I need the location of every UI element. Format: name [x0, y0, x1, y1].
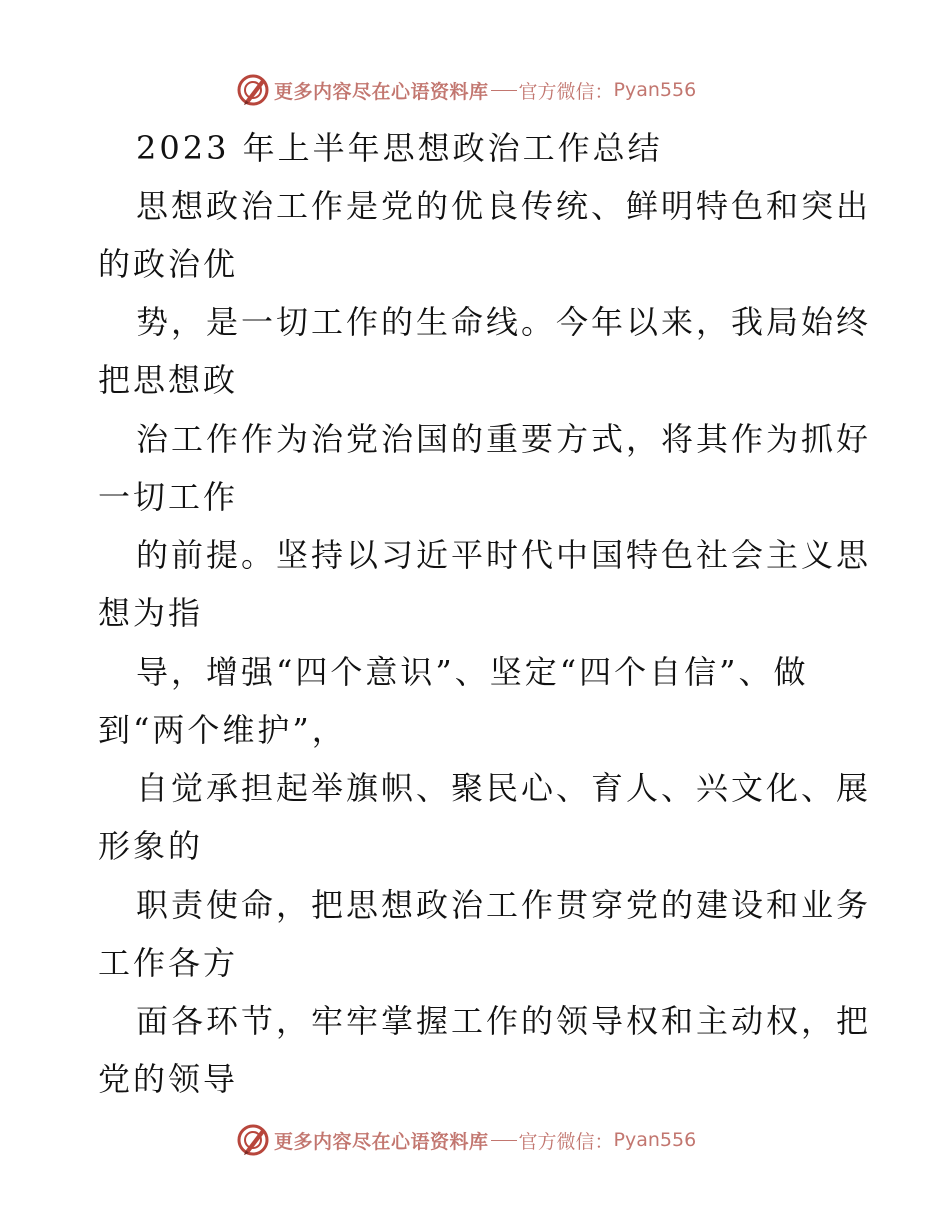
paragraph-line: 工作各方	[98, 944, 239, 982]
watermark-wechat-label: 官方微信：	[518, 80, 614, 103]
paragraph-line: 导，增强“四个意识”、坚定“四个自信”、做	[136, 653, 809, 691]
watermark-dash	[491, 90, 517, 91]
paragraph-line: 党的领导	[98, 1060, 239, 1098]
paragraph-line: 思想政治工作是党的优良传统、鲜明特色和突出	[136, 187, 872, 225]
header-watermark	[236, 72, 696, 108]
watermark-dash	[491, 1140, 517, 1141]
paragraph-line: 治工作作为治党治国的重要方式，将其作为抓好	[136, 420, 872, 458]
pen-logo-icon	[236, 73, 270, 107]
paragraph-line: 形象的	[98, 827, 204, 865]
watermark-wechat-label: 官方微信：	[518, 1130, 614, 1153]
paragraph-line: 的政治优	[98, 245, 239, 283]
pen-logo-icon	[236, 1123, 270, 1157]
paragraph-line: 职责使命，把思想政治工作贯穿党的建设和业务	[136, 886, 872, 924]
paragraph-line: 到“两个维护”，	[98, 711, 347, 749]
paragraph-line: 势，是一切工作的生命线。今年以来，我局始终	[136, 303, 872, 341]
footer-watermark	[236, 1122, 696, 1158]
watermark-brand-text: 更多内容尽在心语资料库	[274, 1130, 489, 1153]
paragraph-line: 面各环节，牢牢掌握工作的领导权和主动权，把	[136, 1002, 872, 1040]
paragraph-line: 一切工作	[98, 478, 239, 516]
paragraph-line: 的前提。坚持以习近平时代中国特色社会主义思	[136, 536, 872, 574]
paragraph-line: 想为指	[98, 594, 204, 632]
paragraph-line: 自觉承担起举旗帜、聚民心、育人、兴文化、展	[136, 769, 872, 807]
document-title: 2023 年上半年思想政治工作总结	[136, 129, 663, 167]
paragraph-line: 把思想政	[98, 361, 239, 399]
watermark-brand-text: 更多内容尽在心语资料库	[274, 80, 489, 103]
watermark-wechat-id: Pyan556	[613, 1129, 697, 1151]
watermark-wechat-id: Pyan556	[613, 79, 697, 101]
